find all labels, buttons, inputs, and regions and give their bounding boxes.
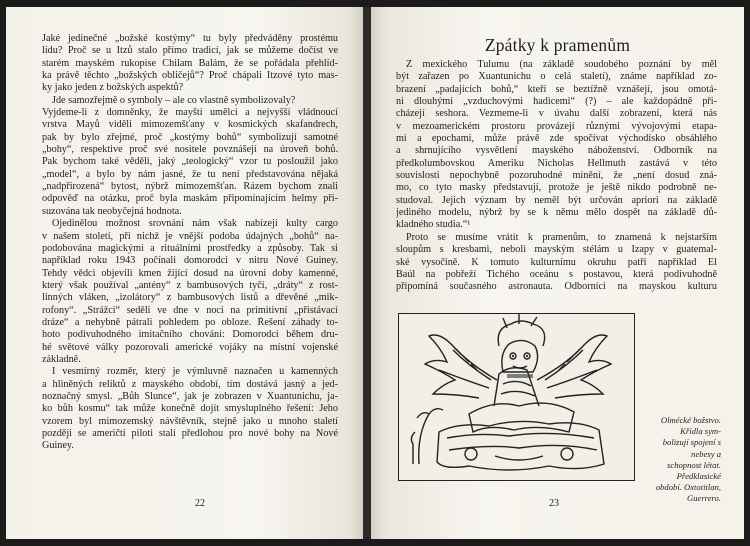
right-page xyxy=(371,7,744,539)
text-line: ky jako jeden z božských aspektů? xyxy=(42,82,184,94)
chapter-heading: Zpátky k pramenům xyxy=(484,35,631,55)
text-line: sloupům s kresbami, neboli mayským stélám u Izapy v guatemal- xyxy=(396,244,717,256)
text-line: mo, co tyto masky představují, protože je ještě nikdo podrobně ne- xyxy=(396,182,717,194)
text-line: dráze“ a nehybně pátrali pohledem po obloze. Řešení záhady to- xyxy=(42,316,338,328)
text-line: být zařazen po Xuantunichu o celá staletí), známe například zo- xyxy=(396,71,717,83)
olmec-deity-illustration xyxy=(398,313,635,481)
text-line: Jaké jedinečné „božské kostýmy“ tu byly předváděny prostému xyxy=(42,33,338,44)
right-page-text xyxy=(396,59,717,294)
figure-caption xyxy=(641,415,721,505)
text-line: Guiney. xyxy=(42,440,74,452)
text-line: linných vláken, „izolátory“ z bambusových listů a dřevěné „mik- xyxy=(42,292,338,304)
text-line: v mezoamerickém prostoru provázejí různými vývojovými etapa- xyxy=(396,120,717,132)
page-number-left: 22 xyxy=(195,498,205,509)
text-line: „bohy“, respektive proč své nositele povznášejí na úroveň bohů. xyxy=(42,144,338,156)
text-line: souvislosti nepochybně pozoruhodné mínění, že „není dosud zná- xyxy=(396,170,717,182)
text-line: Z mexického Tulumu (na základě soudobého poznání by měl xyxy=(406,59,717,70)
text-line: „nadpřirozená“ bytost, nýbrž mimozemšťan. Rázem bychom znali xyxy=(42,181,338,193)
text-line: rofony“. „Strážci“ seděli ve dne v noci na primitivní „přistávací xyxy=(42,304,338,316)
text-line: kladného studia.“¹ xyxy=(396,219,471,231)
caption-line: období. Oxtotitlan, Guerrero. xyxy=(655,482,721,504)
left-page xyxy=(6,7,363,539)
caption-line: Olmécké božstvo. Křídla sym- xyxy=(660,415,721,437)
left-page-text xyxy=(42,33,338,453)
text-line: suzována tak neobyčejná hodnota. xyxy=(42,205,182,217)
text-line: mi a epochami, může právě zde spočívat východisko obsáhlého xyxy=(396,133,717,145)
caption-line: schopnost létat. Předklasické xyxy=(667,459,721,482)
text-line: Jde samozřejmě o symboly – ale co vlastně symbolizovaly? xyxy=(52,94,296,106)
text-line: cházejí seshora. Vezmeme-li v úvahu další zobrazení, která nás xyxy=(396,108,717,120)
text-line: I vesmírný rozměr, který je výmluvně naznačen u kamenných xyxy=(52,366,338,378)
text-line: podobována magickými a rituálními prostředky a způsoby. Tak si xyxy=(42,242,338,254)
book-spread xyxy=(6,7,744,539)
text-line: ka právě těchto „božských obličejů“? Proč chápali Itzové tyto mas- xyxy=(42,70,338,82)
text-line: Proto se musíme vrátit k pramenům, to znamená k nejstarším xyxy=(406,231,717,243)
text-line: studoval. Jejich význam by neměl být určován apriori na základě xyxy=(396,194,717,206)
text-line: například roku 1943 počínali domorodci v nitru Nové Guiney. xyxy=(42,255,338,267)
text-line: jediného modelu, nýbrž by se k němu mělo dospět na základě dů- xyxy=(396,207,717,219)
text-line: Baúl na pobřeží Tichého oceánu s postavou, která podivuhodně xyxy=(396,268,717,280)
text-line: ko bůh kosmu“ tak může konečně dojít smysluplného řešení: Jeho xyxy=(42,403,338,415)
text-line: v našem století, při nichž je vnější podoba údajných „bohů“ na- xyxy=(42,230,338,242)
caption-line: bolizují spojení s nebesy a xyxy=(662,437,721,459)
text-line: ské vysočině. K tomuto kulturnímu okruhu patří například El xyxy=(396,256,717,268)
text-line: Pak bychom také věděli, jaký „teologický“ vzor tu posloužil jako xyxy=(42,156,338,168)
text-line: vrstva Mayů viděli mimozemšťany v kosmických skafandrech, xyxy=(42,119,338,131)
text-line: základně. xyxy=(42,353,81,365)
text-line: pak by bylo zřejmé, proč „kostýmy bohů“ symbolizují samotné xyxy=(42,131,338,143)
text-line: předkolumbovskou Ameriku Nicholas Hellmuth zastává v této xyxy=(396,157,717,169)
text-line: ni dlouhými „vzduchovými hadicemi“ (?) – ale každopádně při- xyxy=(396,96,717,108)
text-line: který však používal „antény“ z bambusových tyčí, „dráty“ z rost- xyxy=(42,279,338,291)
text-line: později se američtí piloti stali předlohou pro nové bohy na Nové xyxy=(42,428,338,439)
text-line: hé světové války pozorovali americké vojáky na místní vojenské xyxy=(42,341,338,353)
text-line: brazení „padajících bohů,“ kteří se beztížně vznášejí, jsou omotá- xyxy=(396,83,717,95)
text-line: hoto podivuhodného imitačního chování: Domorodci během dru- xyxy=(42,329,338,341)
olmec-deity-drawing xyxy=(399,314,634,480)
text-line: odpověď na otázku, proč byla maskám připomínajícím helmy při- xyxy=(42,193,338,205)
text-line: starém mayském rukopise Chilam Balám, že se pořádala přehlíd- xyxy=(42,57,338,69)
text-line: Tehdy vědci objevili kmen žijící dosud na úrovni doby kamenné, xyxy=(42,267,338,279)
text-line: lidu? Proč se u Itzů stalo přímo tradicí, jak se můžeme dočíst ve xyxy=(42,45,338,57)
text-line: připomíná současného astronauta. Odborníci na mayskou kulturu xyxy=(396,281,717,293)
text-line: vzorem byl mimozemský návštěvník, stejně jako u mnoho staletí xyxy=(42,415,338,427)
text-line: Ojedinělou možnost srovnání nám však nabízejí kulty cargo xyxy=(52,218,338,230)
text-line: noznačný smysl. „Bůh Slunce“, jak je zobrazen v Xuantunichu, ja- xyxy=(42,390,338,402)
text-line: „model“, a bylo by nám jasné, že tu není představována nějaká xyxy=(42,168,338,180)
text-line: Vyjdeme-li z domněnky, že mayští umělci a nejvyšší vládnoucí xyxy=(42,107,338,119)
text-line: a shrnujícího vysvětlení mayského náboženství. Odborník na xyxy=(396,145,717,157)
book-gutter xyxy=(363,7,371,539)
text-line: a hliněných reliktů z mayského období, tím dostává jasný a jed- xyxy=(42,378,338,390)
page-number-right: 23 xyxy=(549,498,559,509)
